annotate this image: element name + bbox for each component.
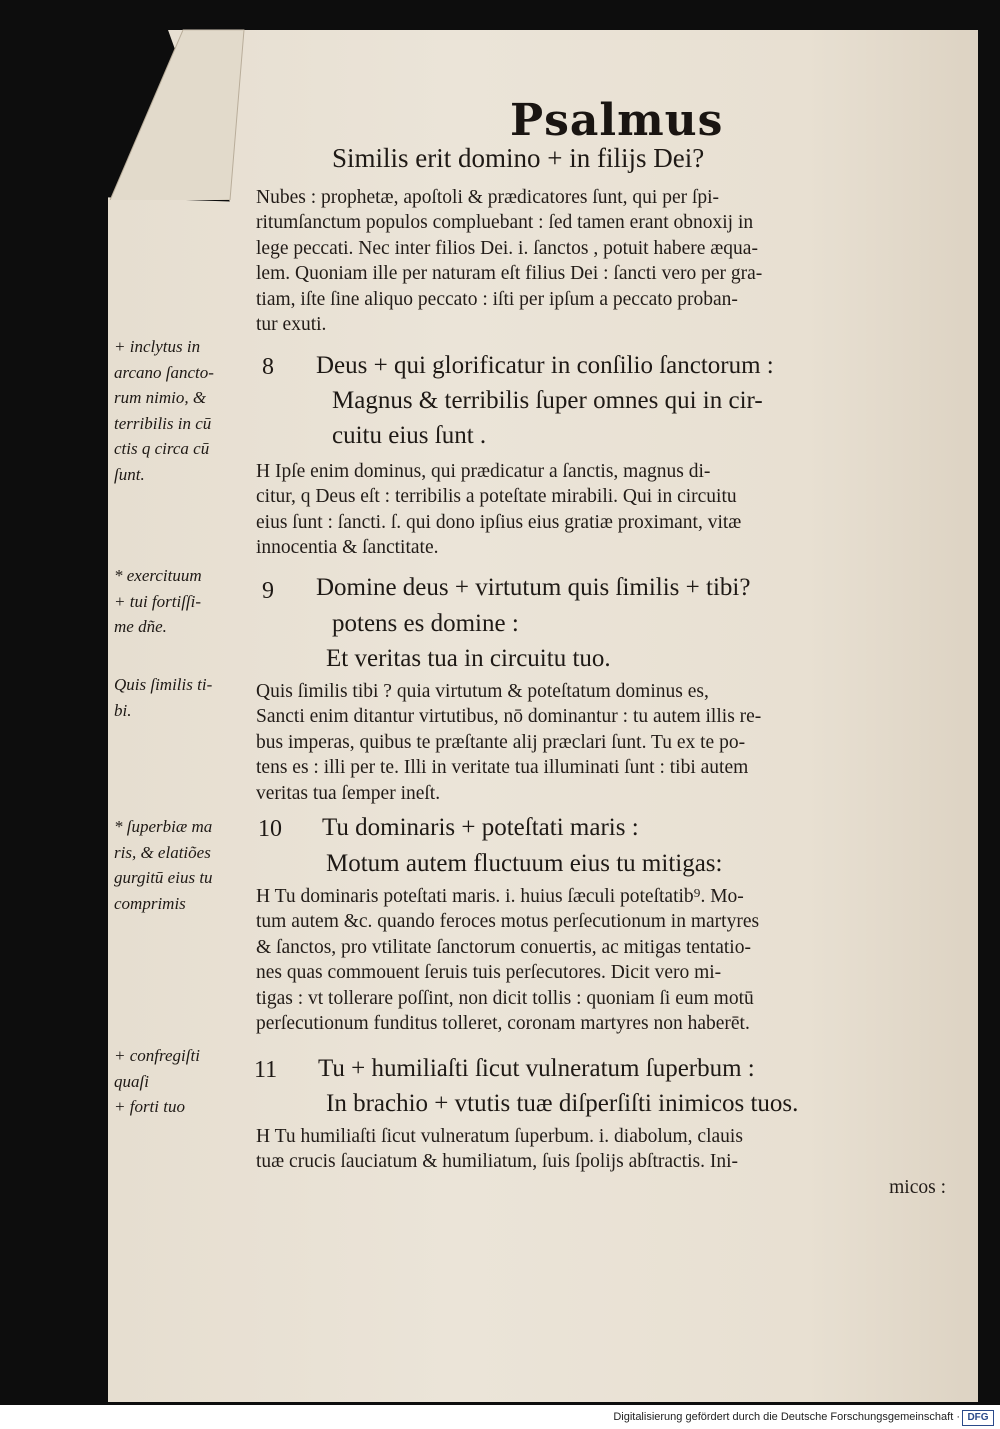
verse-line: Magnus & terribilis ſuper omnes qui in cir- (332, 387, 763, 414)
commentary-line: & ſanctos, pro vtilitate ſanctorum conuertis, ac mitigas tentatio- (256, 936, 751, 958)
commentary-line: H Tu humiliaſti ſicut vulneratum ſuperbum. i. diabolum, clauis (256, 1126, 743, 1147)
commentary-line: Sancti enim ditantur virtutibus, nō dominantur : tu autem illis re- (256, 706, 762, 728)
commentary-block-1 (256, 185, 946, 337)
commentary-line: Nubes : prophetæ, apoſtoli & prædicatores ſunt, qui per ſpi- (256, 187, 720, 208)
verse-line: Et veritas tua in circuitu tuo. (326, 645, 611, 672)
gloss-line: me dñe. (114, 617, 167, 636)
margin-gloss-3 (114, 672, 254, 723)
gloss-line: ctis q circa cū (114, 439, 210, 458)
verse-line: Motum autem fluctuum eius tu mitigas: (326, 850, 723, 877)
commentary-line: tens es : illi per te. Illi in veritate tua illuminati ſunt : tibi autem (256, 757, 749, 779)
verse-number: 10 (258, 816, 282, 842)
commentary-line: citur, q Deus eſt : terribilis a poteſtate mirabili. Qui in circuitu (256, 486, 737, 508)
footer-bar (0, 1405, 1000, 1429)
verse-number: 11 (254, 1057, 278, 1083)
gloss-line: + forti tuo (114, 1097, 185, 1116)
verse-line: In brachio + vtutis tuæ diſperſiſti inimicos tuos. (326, 1090, 799, 1117)
commentary-line: nes quas commouent ſeruis tuis perſecutores. Dicit vero mi- (256, 962, 722, 984)
verse-number: 9 (262, 578, 274, 604)
gloss-line: * ſuperbiæ ma (114, 817, 213, 836)
commentary-line: tuæ crucis ſauciatum & humiliatum, ſuis ſpolijs abſtractis. Ini- (256, 1151, 739, 1173)
commentary-block-2 (256, 459, 946, 561)
verse-line: Tu + humiliaſti ſicut vulneratum ſuperbum : (318, 1055, 755, 1082)
commentary-line: lem. Quoniam ille per naturam eſt filius Dei : ſancti vero per gra- (256, 263, 763, 285)
verse-line: Deus + qui glorificatur in conſilio ſanctorum : (316, 352, 774, 379)
gloss-line: arcano ſancto- (114, 362, 214, 382)
commentary-block-5 (256, 1124, 946, 1200)
gloss-line: * exercituum (114, 566, 202, 585)
verse-number: 8 (262, 354, 274, 380)
verse-7-tail: Similis erit domino + in filijs Dei? (332, 143, 705, 173)
commentary-line: tur exuti. (256, 314, 327, 336)
gloss-line: Quis ſimilis ti- (114, 675, 213, 694)
running-head: Psalmus (510, 95, 724, 146)
gloss-line: gurgitū eius tu (114, 868, 213, 887)
commentary-line: eius ſunt : ſancti. ſ. qui dono ipſius eius gratiæ proximant, vitæ (256, 511, 742, 533)
commentary-line: micos : (889, 1176, 946, 1198)
commentary-line: H Ipſe enim dominus, qui prædicatur a ſanctis, magnus di- (256, 461, 711, 482)
verse-line: Domine deus + virtutum quis ſimilis + tibi? (316, 574, 751, 601)
commentary-block-3 (256, 679, 946, 806)
commentary-line: H Tu dominaris poteſtati maris. i. huius ſæculi poteſtatib⁹. Mo- (256, 886, 744, 907)
commentary-line: veritas tua ſemper ineſt. (256, 782, 441, 804)
commentary-line: bus imperas, quibus te præſtante alij præclari ſunt. Tu ex te po- (256, 731, 746, 753)
commentary-block-4 (256, 884, 946, 1036)
gloss-line: rum nimio, & (114, 388, 207, 407)
margin-gloss-5 (114, 1043, 254, 1120)
dfg-logo: DFG (962, 1410, 994, 1426)
commentary-line: tiam, iſte ſine aliquo peccato : iſti per ipſum a peccato proban- (256, 288, 738, 310)
commentary-line: ritumſanctum populos compluebant : ſed tamen erant obnoxij in (256, 212, 754, 234)
verse-line: potens es domine : (332, 610, 519, 637)
gloss-line: + inclytus in (114, 337, 201, 356)
commentary-line: tum autem &c. quando feroces motus perſecutionum in martyres (256, 911, 760, 933)
commentary-line: Quis ſimilis tibi ? quia virtutum & poteſtatum dominus es, (256, 681, 709, 702)
commentary-line: innocentia & ſanctitate. (256, 537, 439, 559)
gloss-line: + confregiſti (114, 1046, 200, 1065)
commentary-line: tigas : vt tollerare poſſint, non dicit tollis : quoniam ſi eum motū (256, 987, 754, 1009)
gloss-line: ris, & elatiões (114, 842, 211, 862)
commentary-line: perſecutionum funditus tolleret, coronam martyres non haberēt. (256, 1013, 750, 1035)
gloss-line: ſunt. (114, 464, 145, 484)
gloss-line: quaſi (114, 1071, 149, 1091)
commentary-line: lege peccati. Nec inter filios Dei. i. ſanctos , potuit habere æqua- (256, 237, 758, 259)
gloss-line: + tui fortiſſi- (114, 591, 202, 611)
gloss-line: bi. (114, 700, 132, 720)
gloss-line: terribilis in cū (114, 413, 212, 433)
verse-line: cuitu eius ſunt . (332, 422, 487, 449)
margin-gloss-1 (114, 334, 254, 487)
gloss-line: comprimis (114, 893, 186, 913)
funding-note: Digitalisierung gefördert durch die Deutsche Forschungsgemeinschaft · (613, 1411, 960, 1423)
margin-gloss-4 (114, 814, 254, 916)
verse-line: Tu dominaris + poteſtati maris : (322, 814, 639, 841)
margin-gloss-2 (114, 563, 254, 640)
